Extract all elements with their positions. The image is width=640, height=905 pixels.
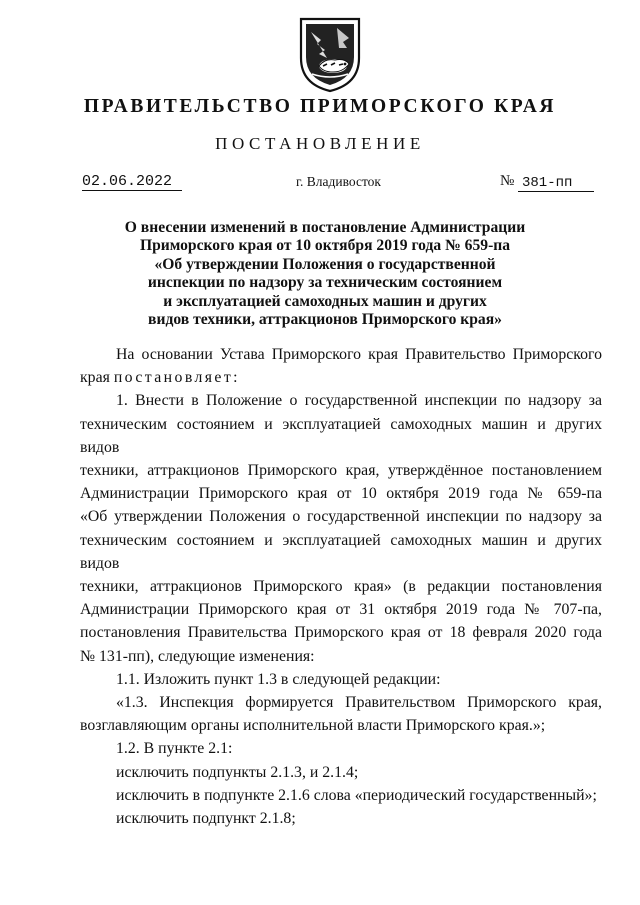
preamble-line: На основании Устава Приморского края Правительство Приморского <box>116 346 602 363</box>
title-line: и эксплуатацией самоходных машин и других <box>163 292 487 310</box>
organization-name: ПРАВИТЕЛЬСТВО ПРИМОРСКОГО КРАЯ <box>83 96 557 117</box>
title-line: инспекции по надзору за техническим состоянием <box>147 274 503 292</box>
paragraph-line: техники, аттракционов Приморского края, утверждённое постановлением <box>80 462 602 480</box>
number-label: № <box>500 173 515 189</box>
title-line: Приморского края от 10 октября 2019 года № 659-па <box>139 237 511 255</box>
item-1-1: 1.1. Изложить пункт 1.3 в следующей редакции: <box>116 670 441 688</box>
quote-line: «1.3. Инспекция формируется Правительством Приморского края, <box>116 694 602 712</box>
decree-word: постановляет <box>113 369 234 387</box>
primorye-coat-of-arms-icon <box>297 14 363 94</box>
preamble-text: края <box>80 369 114 387</box>
paragraph-line: «Об утверждении Положения о государственной инспекции по надзору за <box>80 508 602 526</box>
paragraph-line: техники, аттракционов Приморского края» (в редакции постановления <box>80 578 602 596</box>
paragraph-line: 1. Внести в Положение о государственной инспекции по надзору за <box>116 392 602 410</box>
title-line: видов техники, аттракционов Приморского края» <box>148 311 502 329</box>
title-line: О внесении изменений в постановление Администрации <box>124 219 526 236</box>
paragraph-line: Администрации Приморского края от 31 октября 2019 года № 707-па, <box>80 601 602 619</box>
document-title <box>80 219 570 329</box>
paragraph-line: постановления Правительства Приморского края от 18 февраля 2020 года <box>80 624 602 642</box>
document-type: ПОСТАНОВЛЕНИЕ <box>215 134 425 153</box>
title-line: «Об утверждении Положения о государственной <box>154 255 496 273</box>
paragraph-line: Администрации Приморского края от 10 октября 2019 года № 659-па <box>80 485 602 503</box>
document-date: 02.06.2022 <box>82 174 182 191</box>
paragraph-line: № 131-пп), следующие изменения: <box>80 647 315 665</box>
list-item: исключить в подпункте 2.1.6 слова «периодический государственный»; <box>116 786 597 804</box>
paragraph-line: техническим состоянием и эксплуатацией самоходных машин и других видов <box>80 415 602 456</box>
preamble-line <box>80 366 602 389</box>
item-1-2: 1.2. В пункте 2.1: <box>116 740 233 758</box>
preamble-colon: : <box>233 369 238 387</box>
list-item: исключить подпункт 2.1.8; <box>116 810 296 828</box>
paragraph-line: техническим состоянием и эксплуатацией самоходных машин и других видов <box>80 531 602 572</box>
document-number: 381-пп <box>518 175 594 192</box>
list-item: исключить подпункты 2.1.3, и 2.1.4; <box>116 763 359 781</box>
quote-line: возглавляющим органы исполнительной власти Приморского края.»; <box>80 717 546 735</box>
document-body <box>80 343 602 830</box>
document-city: г. Владивосток <box>296 174 381 189</box>
